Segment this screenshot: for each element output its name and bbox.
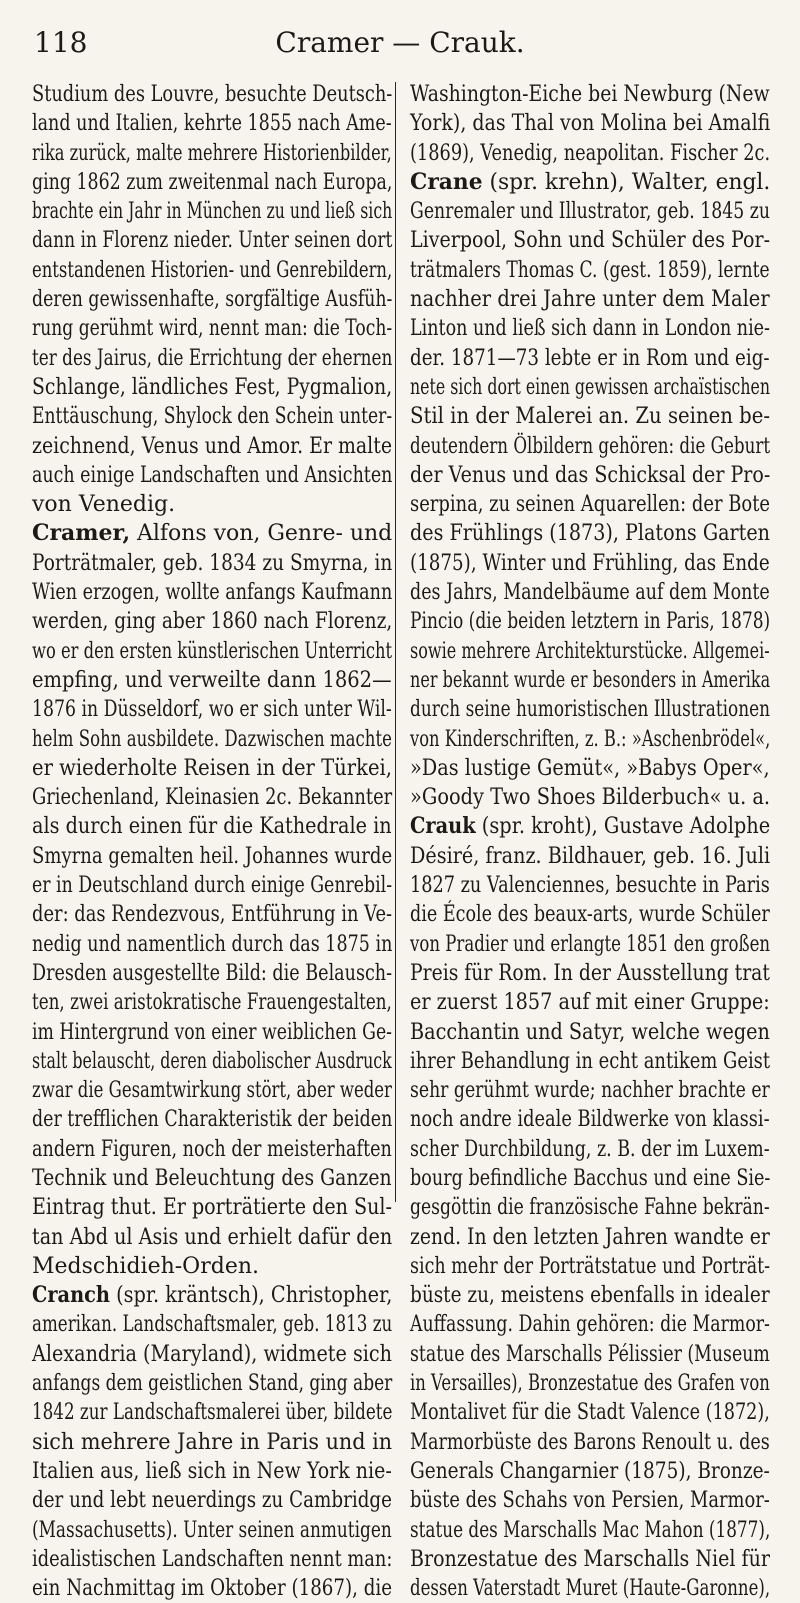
text-line: Washington-Eiche bei Newburg (New [410,82,770,107]
text-line: in Versailles), Bronzestatue des Grafen von [410,1371,770,1397]
text-line: tan Abd ul Asis und erhielt dafür den [32,1224,393,1250]
text-line: büste zu, meistens ebenfalls in idealer [410,1283,770,1309]
text-line: Technik und Beleuchtung des Ganzen [32,1165,392,1191]
column-divider [395,82,396,1202]
text-line: Cranch (spr. kräntsch), Christopher, [32,1282,393,1309]
text-line: ihrer Behandlung in echt antikem Geist [410,1048,771,1074]
text-line: er zuerst 1857 auf mit einer Gruppe: [410,990,770,1016]
text-line: serpina, zu seinen Aquarellen: der Bote [410,492,771,518]
text-line: Generals Changarnier (1875), Bronze- [410,1458,770,1484]
text-line: Enttäuschung, Shylock den Schein unter- [32,404,393,430]
text-line: des Frühlings (1873), Platons Garten [410,521,770,547]
text-line: auch einige Landschaften und Ansichten [32,462,393,488]
text-line: helm Sohn ausbildete. Dazwischen machte [32,726,392,752]
text-line: er wiederholte Reisen in der Türkei, [32,755,392,781]
text-line: bourg befindliche Bacchus und eine Sie- [410,1165,771,1191]
text-line: der und lebt neuerdings zu Cambridge [32,1488,392,1514]
text-line: andern Figuren, noch der meisterhaften [32,1136,392,1162]
text-line: sich mehr der Porträtstatue und Porträt- [410,1253,771,1279]
text-line: Studium des Louvre, besuchte Deutsch- [32,82,393,107]
text-line: nete sich dort einen gewissen archaïstischen [410,374,771,400]
text-line: Medschidieh-Orden. [32,1253,260,1279]
text-line: (Massachusetts). Unter seinen anmutigen [32,1517,392,1543]
text-line: noch andre ideale Bildwerke von klassi- [410,1107,770,1133]
text-line: des Jahrs, Mandelbäume auf dem Monte [410,580,770,606]
text-line: 1827 zu Valenciennes, besuchte in Paris [410,873,770,899]
text-line: Linton und ließ sich dann in London nie- [410,316,770,342]
text-line: Bacchantin und Satyr, welche wegen [410,1019,770,1045]
text-line: Cramer, Alfons von, Genre- und [32,520,393,547]
text-line: Crauk (spr. kroht), Gustave Adolphe [410,813,771,840]
text-line: als durch einen für die Kathedrale in [32,814,392,840]
text-line: Pincio (die beiden letztern in Paris, 1878) [410,609,771,635]
text-line: amerikan. Landschaftsmaler, geb. 1813 zu [32,1312,393,1338]
text-line: durch seine humoristischen Illustrationen [410,697,771,723]
text-line: Italien aus, ließ sich in New York nie- [32,1458,392,1484]
text-line: von Pradier und erlangte 1851 den großen [410,931,771,957]
text-line: dann in Florenz nieder. Unter seinen dort [32,228,393,254]
text-line: rung gerühmt wird, nennt man: die Toch- [32,316,393,342]
text-line: Stil in der Malerei an. Zu seinen be- [410,404,771,430]
text-line: der: das Rendezvous, Entführung in Ve- [32,902,393,928]
text-line: idealistischen Landschaften nennt man: [32,1546,393,1572]
text-line: werden, ging aber 1860 nach Florenz, [32,609,393,635]
text-line: er in Deutschland durch einige Genrebil- [32,873,393,899]
text-line: im Hintergrund von einer weiblichen Ge- [32,1019,393,1045]
text-line: zeichnend, Venus und Amor. Er malte [32,433,393,459]
text-line: der Venus und das Schicksal der Pro- [410,462,771,488]
text-line: Preis für Rom. In der Ausstellung trat [410,960,770,986]
text-line: York), das Thal von Molina bei Amalfi [410,111,771,137]
text-line: Crane (spr. krehn), Walter, engl. [410,168,771,195]
text-line: sich mehrere Jahre in Paris und in [32,1429,393,1455]
text-line: die École des beaux-arts, wurde Schüler [410,902,770,928]
text-line: ter des Jairus, die Errichtung der ehernen [32,345,393,371]
text-line: dessen Vaterstadt Muret (Haute-Garonne), [410,1576,771,1602]
text-line: der. 1871—73 lebte er in Rom und eig- [410,345,770,371]
text-line: 1876 in Düsseldorf, wo er sich unter Wil- [32,697,392,723]
text-line: sowie mehrere Architekturstücke. Allgemei- [410,638,770,664]
text-line: Porträtmaler, geb. 1834 zu Smyrna, in [32,550,393,576]
text-line: Alexandria (Maryland), widmete sich [32,1341,393,1367]
text-line: Dresden ausgestellte Bild: die Belausch- [32,960,393,986]
text-line: Smyrna gemalten heil. Johannes wurde [32,843,393,869]
text-line: Wien erzogen, wollte anfangs Kaufmann [32,580,393,606]
text-line: Montalivet für die Stadt Valence (1872), [410,1400,770,1426]
text-line: gesgöttin die französische Fahne bekrän- [410,1195,770,1221]
text-line: trätmalers Thomas C. (gest. 1859), lernte [410,257,770,283]
text-line: wo er den ersten künstlerischen Unterricht [32,638,393,664]
text-line: Griechenland, Kleinasien 2c. Bekannter [32,785,393,811]
text-line: brachte ein Jahr in München zu und ließ sich [32,199,393,225]
text-line: entstandenen Historien- und Genrebildern, [32,257,393,283]
text-line: Désiré, franz. Bildhauer, geb. 16. Juli [410,843,771,869]
page-number: 118 [34,26,88,59]
text-line: Bronzestatue des Marschalls Niel für [410,1546,770,1572]
text-line: nedig und namentlich durch das 1875 in [32,931,393,957]
text-line: der trefflichen Charakteristik der beiden [32,1107,393,1133]
text-line: ten, zwei aristokratische Frauengestalten, [32,990,392,1016]
running-head: Cramer — Crauk. [275,26,525,59]
text-line: zwar die Gesamtwirkung stört, aber weder [32,1078,392,1104]
text-line: Liverpool, Sohn und Schüler des Por- [410,228,771,254]
text-line: sehr gerühmt wurde; nachher brachte er [410,1078,770,1104]
left-column [32,80,392,1603]
text-line: (1875), Winter und Frühling, das Ende [410,550,770,576]
text-line: »Das lustige Gemüt«, »Babys Oper«, [410,755,770,781]
text-line: Eintrag thut. Er porträtierte den Sul- [32,1195,392,1221]
text-line: deutendern Ölbildern gehören: die Geburt [410,433,771,459]
text-line: von Venedig. [32,492,176,518]
text-line: ner bekannt wurde er besonders in Amerika [410,667,771,693]
text-line: ging 1862 zum zweitenmal nach Europa, [32,169,393,195]
text-line: scher Durchbildung, z. B. der im Luxem- [410,1136,770,1162]
text-line: von Kinderschriften, z. B.: »Aschenbrödel«, [410,726,771,752]
text-line: land und Italien, kehrte 1855 nach Ame- [32,111,392,137]
text-line: (1869), Venedig, neapolitan. Fischer 2c. [410,140,771,166]
text-line: ein Nachmittag im Oktober (1867), die [32,1576,393,1602]
text-line: rika zurück, malte mehrere Historienbilder, [32,140,392,166]
text-line: anfangs dem geistlichen Stand, ging aber [32,1371,393,1397]
text-line: »Goody Two Shoes Bilderbuch« u. a. [410,785,771,811]
text-line: Marmorbüste des Barons Renoult u. des [410,1429,770,1455]
text-line: nachher drei Jahre unter dem Maler [410,287,770,313]
text-line: deren gewissenhafte, sorgfältige Ausfüh- [32,287,393,313]
text-line: Schlange, ländliches Fest, Pygmalion, [32,374,393,400]
text-line: stalt belauscht, deren diabolischer Ausdruck [32,1048,392,1074]
text-line: büste des Schahs von Persien, Marmor- [410,1488,770,1514]
page-header [34,26,766,66]
text-line: zend. In den letzten Jahren wandte er [410,1224,770,1250]
text-line: 1842 zur Landschaftsmalerei über, bildete [32,1400,393,1426]
text-line: empfing, und verweilte dann 1862— [32,667,392,693]
right-column [410,80,770,1603]
text-line: statue des Marschalls Pélissier (Museum [410,1341,770,1367]
text-line: statue des Marschalls Mac Mahon (1877), [410,1517,771,1543]
text-line: Genremaler und Illustrator, geb. 1845 zu [410,199,771,225]
text-line: Auffassung. Dahin gehören: die Marmor- [410,1312,770,1338]
